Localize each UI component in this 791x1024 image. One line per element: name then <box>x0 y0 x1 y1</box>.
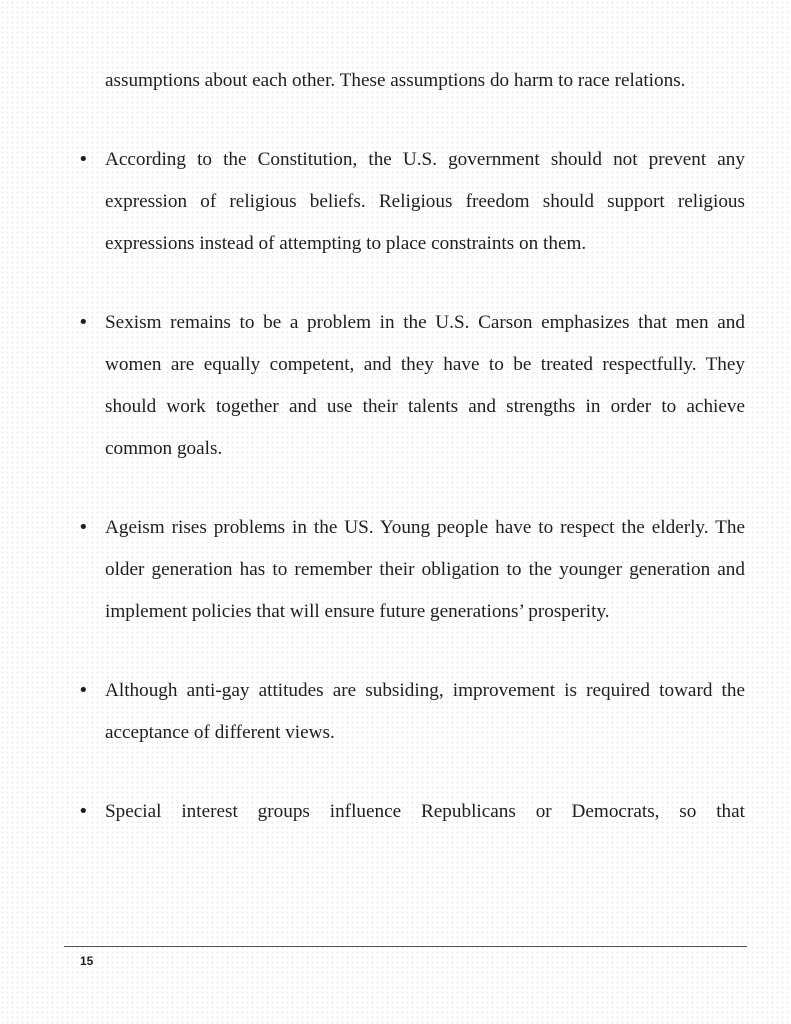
bullet-text: According to the Constitution, the U.S. government should not prevent any expression of religious beliefs. Religious freedom should support religious expressions instead of attempting to place constraints on them. <box>105 149 745 254</box>
bullet-icon: • <box>78 680 89 701</box>
page-number: 15 <box>80 954 94 968</box>
bullet-item-special-interest-groups <box>78 791 745 833</box>
body-text <box>78 60 745 833</box>
footer-divider <box>64 946 747 947</box>
bullet-icon: • <box>78 801 89 822</box>
bullet-text: Special interest groups influence Republicans or Democrats, so that <box>105 801 745 822</box>
bullet-icon: • <box>78 517 89 538</box>
bullet-item-religious-freedom <box>78 139 745 265</box>
bullet-text: Although anti-gay attitudes are subsiding, improvement is required toward the acceptance of different views. <box>105 680 745 743</box>
bullet-item-anti-gay-attitudes <box>78 670 745 754</box>
bullet-text: Ageism rises problems in the US. Young people have to respect the elderly. The older generation has to remember their obligation to the younger generation and implement policies that will ensure future generations’ prosperity. <box>105 517 745 622</box>
bullet-item-ageism <box>78 507 745 633</box>
bullet-item-sexism <box>78 302 745 470</box>
bullet-text: Sexism remains to be a problem in the U.S. Carson emphasizes that men and women are equally competent, and they have to be treated respectfully. They should work together and use their talents and strengths in order to achieve common goals. <box>105 312 745 459</box>
bullet-list <box>78 139 745 833</box>
bullet-icon: • <box>78 149 89 170</box>
bullet-icon: • <box>78 312 89 333</box>
continuation-paragraph: assumptions about each other. These assumptions do harm to race relations. <box>105 70 686 91</box>
